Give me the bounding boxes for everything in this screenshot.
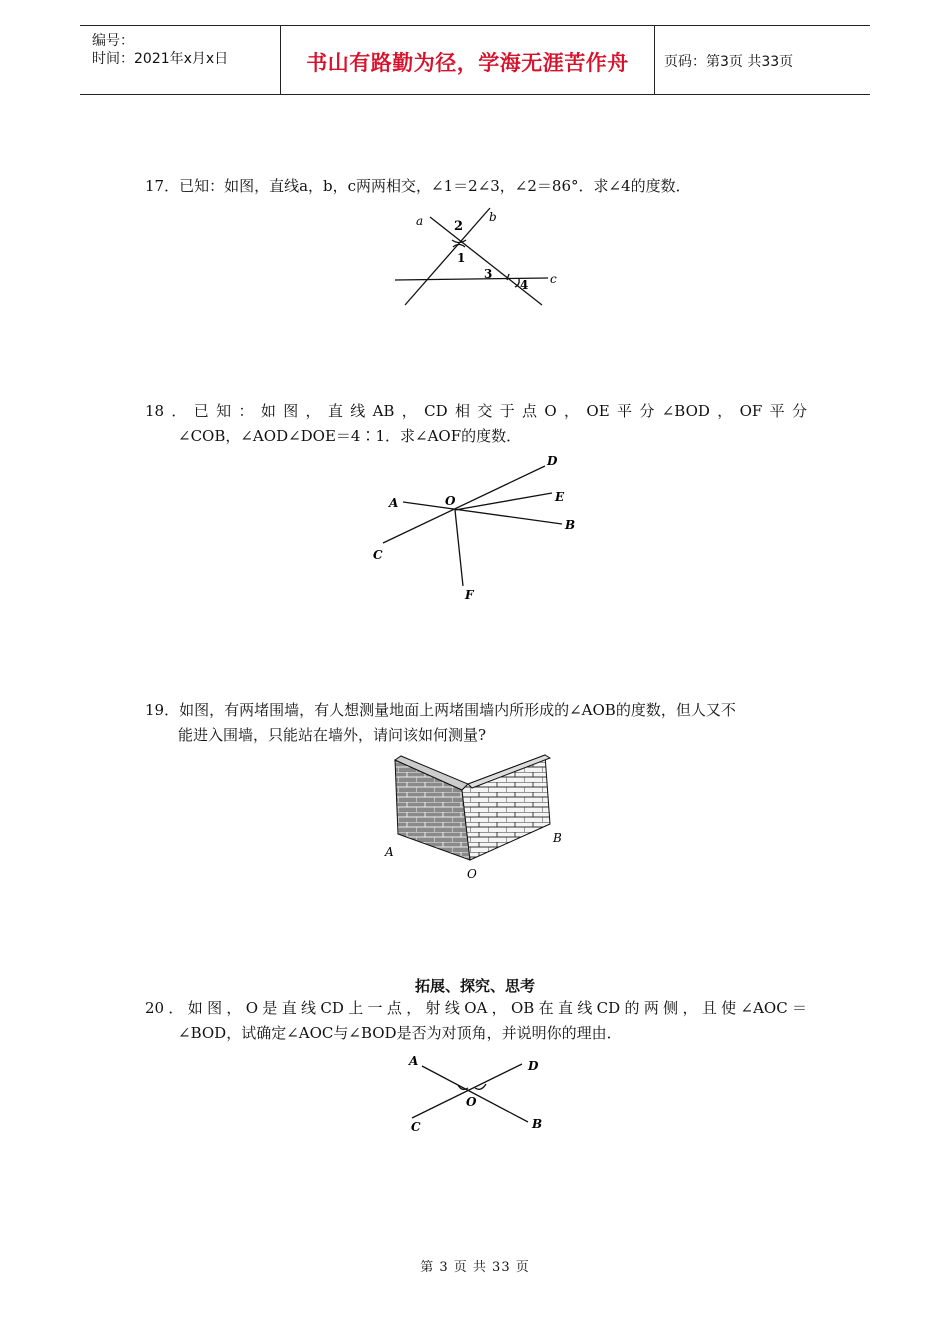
- label-A: A: [409, 1054, 419, 1068]
- label-B: B: [553, 831, 562, 845]
- label-A: A: [385, 845, 394, 859]
- question-17-line: [145, 174, 807, 199]
- question-text: 如图，有两堵围墙，有人想测量地面上两堵围墙内所形成的∠AOB的度数，但人又不: [179, 701, 736, 719]
- question-text: 如图，O是直线CD上一点，射线OA，OB在直线CD的两侧，且使∠AOC＝: [187, 999, 808, 1017]
- motto: 书山有路勤为径，学海无涯苦作舟: [306, 51, 629, 75]
- question-20-line-1: [145, 996, 807, 1021]
- label-F: F: [465, 588, 474, 602]
- section-title: 拓展、探究、思考: [414, 977, 535, 995]
- question-19-line-1: [145, 698, 807, 723]
- label-B: B: [532, 1117, 543, 1131]
- label-O: O: [466, 1095, 477, 1109]
- question-18: [145, 399, 807, 449]
- label-D: D: [547, 454, 558, 468]
- label-O: O: [445, 494, 456, 508]
- page-header: [80, 25, 870, 95]
- question-18-line-2: ∠COB，∠AOD∠DOE＝4∶1．求∠AOF的度数．: [178, 427, 522, 445]
- question-text: 已知：如图，直线AB，CD相交于点O，OE平分∠BOD，OF平分: [193, 402, 807, 420]
- label-b: b: [489, 210, 497, 224]
- label-angle-2: 2: [454, 219, 464, 234]
- header-motto-cell: [281, 26, 655, 94]
- label-C: C: [411, 1120, 421, 1134]
- figure-19: [380, 752, 580, 884]
- question-number: 17．: [145, 177, 180, 195]
- figure-17: [390, 205, 565, 310]
- question-text: 已知：如图，直线a，b，c两两相交，∠1＝2∠3，∠2＝86°．求∠4的度数．: [179, 177, 691, 195]
- figure-20-diagram: [400, 1048, 560, 1138]
- label-c: c: [550, 272, 557, 286]
- label-angle-3: 3: [484, 267, 493, 281]
- label-angle-4: 4: [520, 278, 529, 292]
- figure-18: [365, 450, 585, 605]
- question-number: 18．: [145, 402, 194, 420]
- figure-17-diagram: [390, 205, 565, 310]
- header-page-cell: [655, 26, 870, 94]
- figure-20: [400, 1048, 560, 1138]
- question-20-line-2: ∠BOD，试确定∠AOC与∠BOD是否为对顶角，并说明你的理由．: [178, 1024, 622, 1042]
- page-footer: 第 3 页 共 33 页: [420, 1260, 530, 1275]
- question-20: [145, 996, 807, 1046]
- label-C: C: [373, 548, 383, 562]
- label-E: E: [555, 490, 565, 504]
- question-number: 20．: [145, 999, 188, 1017]
- page-label: 页码：第3页 共33页: [664, 54, 794, 70]
- label-O: O: [467, 867, 477, 881]
- label-angle-1: 1: [457, 251, 466, 265]
- time-label: 时间：2021年x月x日: [92, 51, 229, 67]
- label-A: A: [389, 496, 399, 510]
- label-a: a: [416, 214, 424, 228]
- number-label: 编号：: [92, 33, 134, 49]
- label-D: D: [528, 1059, 539, 1073]
- question-19-line-2: 能进入围墙，只能站在墙外，请问该如何测量?: [178, 726, 487, 744]
- question-number: 19．: [145, 701, 180, 719]
- question-18-line-1: [145, 399, 807, 424]
- figure-19-walls: [380, 752, 580, 884]
- header-meta-cell: [80, 26, 281, 94]
- label-B: B: [565, 518, 576, 532]
- figure-18-diagram: [365, 450, 585, 605]
- question-19: [145, 698, 807, 748]
- question-17: [145, 174, 807, 199]
